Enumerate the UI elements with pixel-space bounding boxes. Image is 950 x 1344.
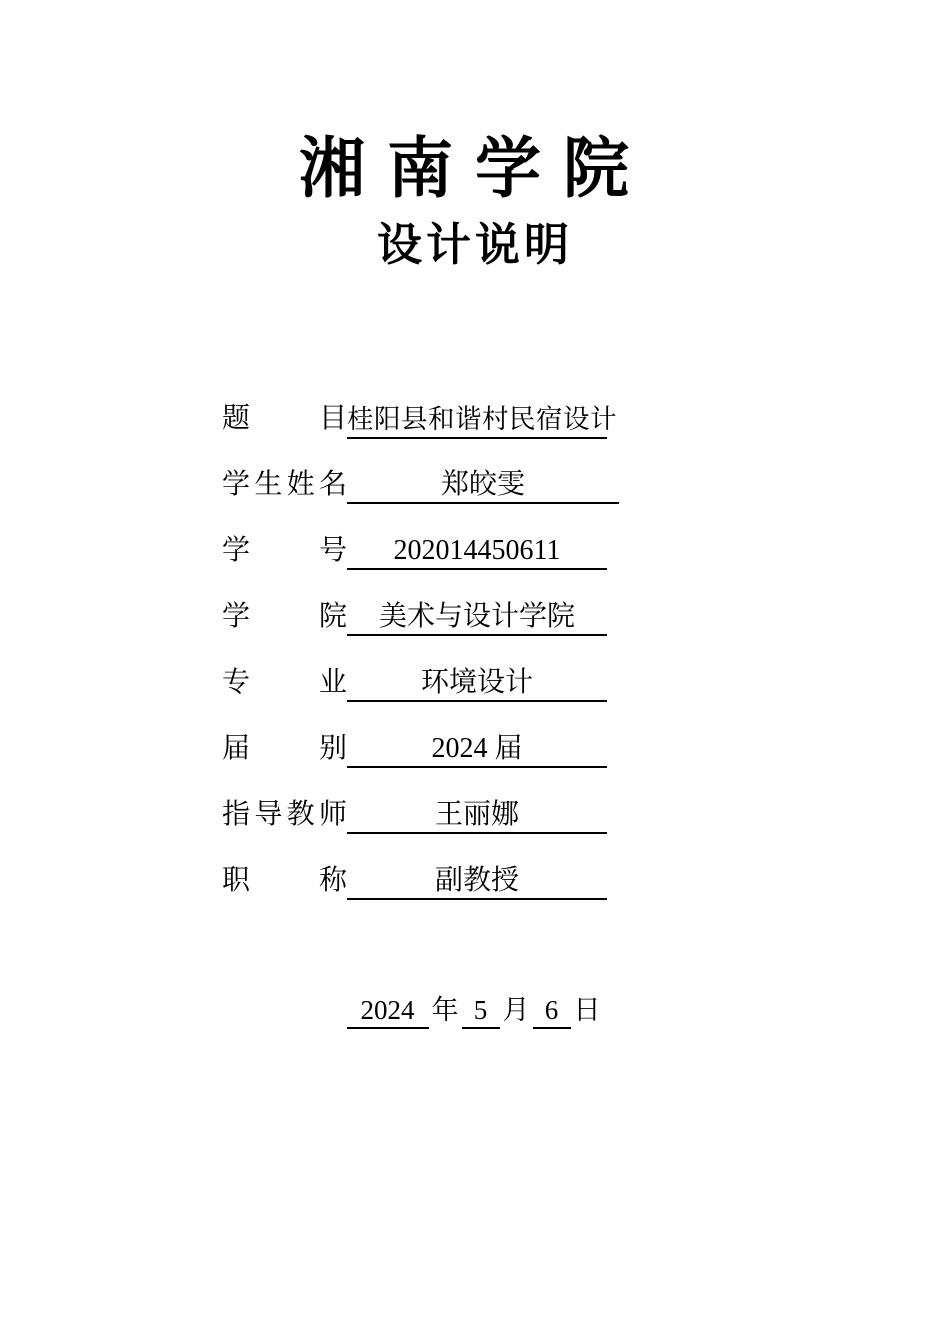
date-year: 2024 <box>347 993 429 1029</box>
date-month: 5 <box>462 993 500 1029</box>
date-day: 6 <box>533 993 571 1029</box>
form-row-advisor <box>222 795 619 861</box>
date-line <box>0 993 950 1029</box>
field-underline-title <box>347 402 617 439</box>
field-underline-student-name <box>347 468 619 504</box>
document-title: 设计说明 <box>376 220 573 270</box>
field-label-class-year: 届别 <box>222 733 347 764</box>
field-label-college: 学院 <box>222 601 347 632</box>
field-label-title: 题目 <box>222 403 347 434</box>
field-value-student-name: 郑皎雯 <box>440 469 525 500</box>
field-underline-class-year <box>347 732 607 768</box>
date-year-label: 年 <box>431 995 459 1025</box>
field-underline-advisor <box>347 798 607 834</box>
field-underline-major <box>347 666 607 702</box>
field-underline-student-id <box>347 534 607 570</box>
field-value-college: 美术与设计学院 <box>378 601 575 632</box>
field-label-major: 专业 <box>222 667 347 698</box>
field-label-student-name: 学生姓名 <box>222 469 347 500</box>
form-row-advisor-title <box>222 861 619 927</box>
date-month-label: 月 <box>502 995 530 1025</box>
field-value-class-year: 2024 届 <box>431 733 523 764</box>
field-label-student-id: 学号 <box>222 535 347 566</box>
field-underline-advisor-title <box>347 864 607 900</box>
university-logo: 湘南学院 <box>299 133 651 206</box>
field-value-major: 环境设计 <box>420 667 533 698</box>
form-row-class-year <box>222 729 619 795</box>
field-value-student-id: 202014450611 <box>393 535 561 566</box>
date-day-label: 日 <box>573 995 601 1025</box>
field-label-advisor-title: 职称 <box>222 865 347 896</box>
field-value-advisor-title: 副教授 <box>434 865 519 896</box>
field-underline-college <box>347 600 607 636</box>
cover-form <box>222 399 619 927</box>
form-row-student-name <box>222 465 619 531</box>
form-row-college <box>222 597 619 663</box>
form-row-student-id <box>222 531 619 597</box>
field-value-title: 桂阳县和谐村民宿设计 <box>347 404 617 434</box>
form-row-title <box>222 399 619 465</box>
form-row-major <box>222 663 619 729</box>
field-value-advisor: 王丽娜 <box>434 799 519 830</box>
field-label-advisor: 指导教师 <box>222 799 347 830</box>
